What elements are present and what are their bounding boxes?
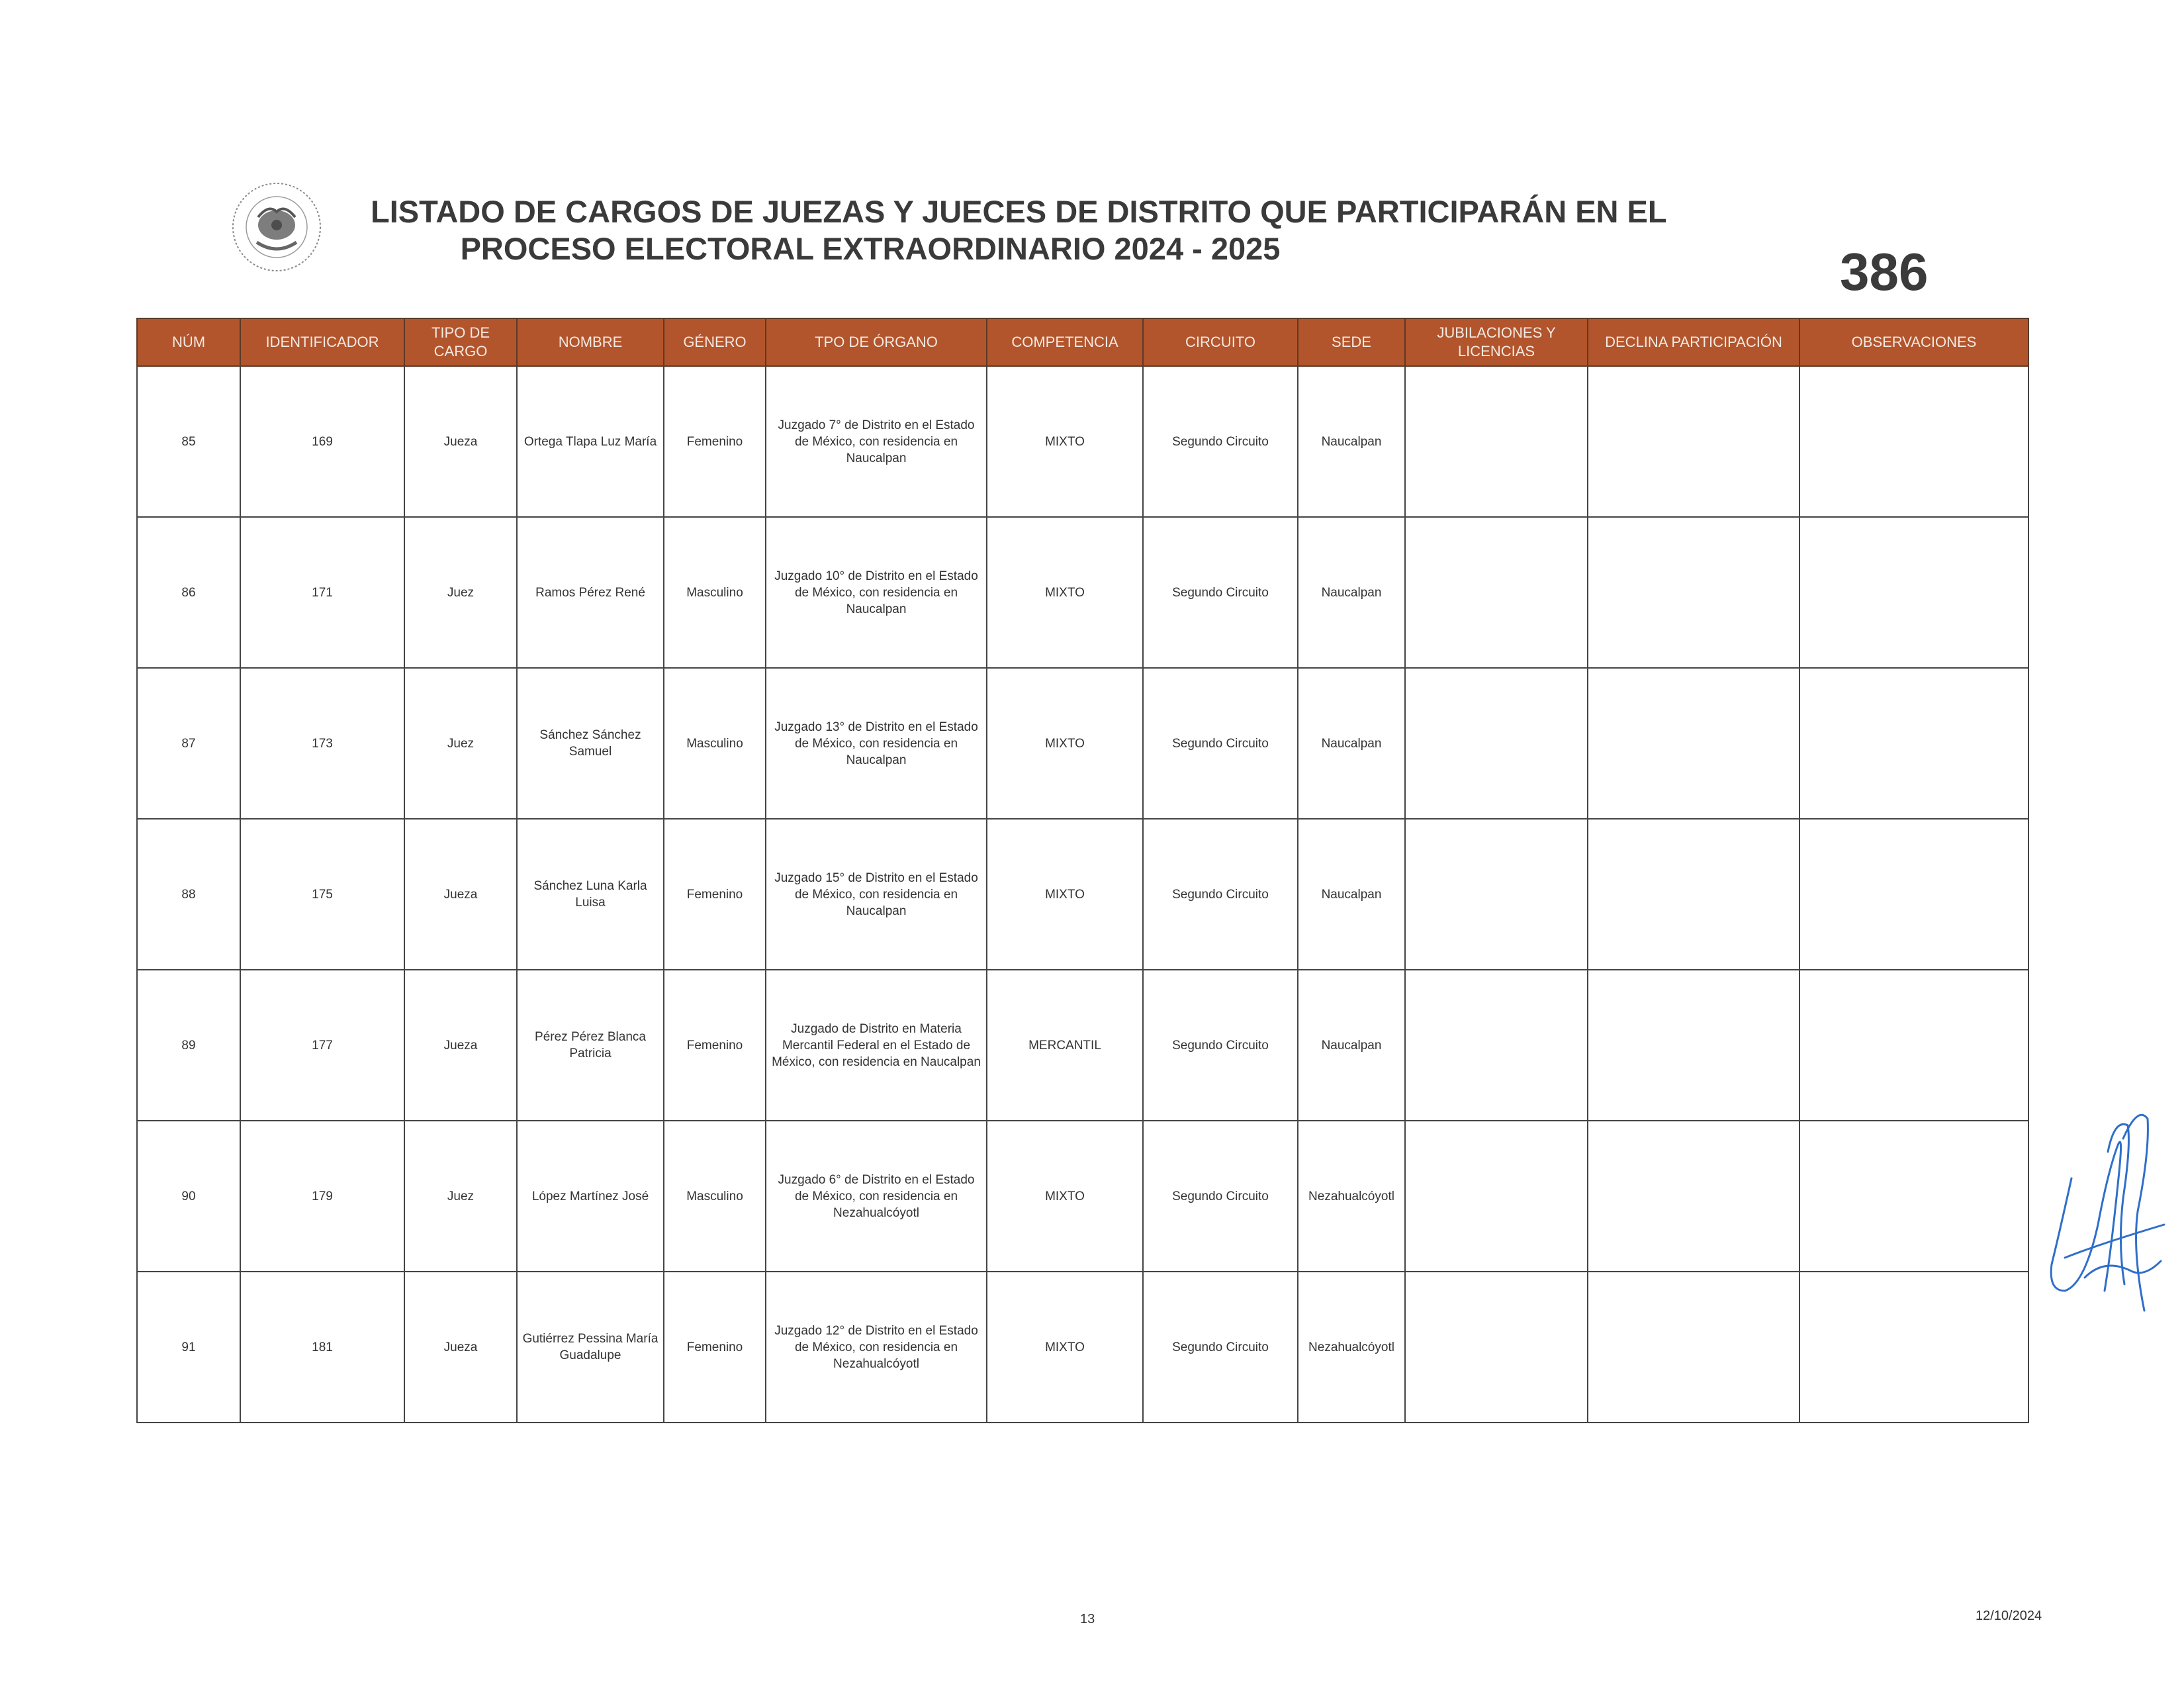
cell-declina [1588,1121,1799,1272]
cell-genero: Femenino [664,1272,766,1423]
cell-num: 88 [137,819,240,970]
col-header-identificador: IDENTIFICADOR [240,318,404,366]
cell-jubilaciones [1405,517,1588,668]
cell-id: 181 [240,1272,404,1423]
cell-competencia: MIXTO [987,366,1143,517]
cell-observaciones [1799,1272,2028,1423]
table-row [137,1121,2028,1272]
cell-circuito: Segundo Circuito [1143,668,1298,819]
cell-jubilaciones [1405,1121,1588,1272]
table-body [137,366,2028,1423]
cell-id: 179 [240,1121,404,1272]
cell-sede: Naucalpan [1298,668,1405,819]
cell-nombre: Ortega Tlapa Luz María [517,366,664,517]
document-title [371,193,1667,267]
cell-declina [1588,1272,1799,1423]
cell-num: 91 [137,1272,240,1423]
cell-competencia: MIXTO [987,1272,1143,1423]
col-header-sede: SEDE [1298,318,1405,366]
col-header-nombre: NOMBRE [517,318,664,366]
cell-num: 86 [137,517,240,668]
cell-organo: Juzgado 13° de Distrito en el Estado de México, con residencia en Naucalpan [766,668,987,819]
col-header-declina: DECLINA PARTICIPACIÓN [1588,318,1799,366]
cell-competencia: MIXTO [987,668,1143,819]
col-header-competencia: COMPETENCIA [987,318,1143,366]
footer-date: 12/10/2024 [1976,1609,2042,1623]
cell-num: 87 [137,668,240,819]
cell-circuito: Segundo Circuito [1143,1121,1298,1272]
table-row [137,366,2028,517]
cell-id: 171 [240,517,404,668]
cell-observaciones [1799,819,2028,970]
cell-genero: Masculino [664,668,766,819]
cell-observaciones [1799,668,2028,819]
footer-page-number: 13 [1080,1612,1095,1626]
cell-competencia: MIXTO [987,1121,1143,1272]
judges-table [136,318,2029,1423]
cell-organo: Juzgado 6° de Distrito en el Estado de México, con residencia en Nezahualcóyotl [766,1121,987,1272]
cell-circuito: Segundo Circuito [1143,970,1298,1121]
cell-declina [1588,819,1799,970]
cell-sede: Naucalpan [1298,366,1405,517]
cell-tipo: Juez [404,668,517,819]
table-row [137,1272,2028,1423]
cell-observaciones [1799,517,2028,668]
cell-sede: Naucalpan [1298,517,1405,668]
table-header-row [137,318,2028,366]
cell-sede: Nezahualcóyotl [1298,1121,1405,1272]
cell-observaciones [1799,366,2028,517]
cell-organo: Juzgado de Distrito en Materia Mercantil Federal en el Estado de México, con residencia en Naucalpan [766,970,987,1121]
cell-jubilaciones [1405,819,1588,970]
col-header-circuito: CIRCUITO [1143,318,1298,366]
cell-circuito: Segundo Circuito [1143,1272,1298,1423]
cell-tipo: Juez [404,517,517,668]
cell-organo: Juzgado 7° de Distrito en el Estado de México, con residencia en Naucalpan [766,366,987,517]
cell-num: 90 [137,1121,240,1272]
col-header-jubilaciones: JUBILACIONES Y LICENCIAS [1405,318,1588,366]
table-row [137,668,2028,819]
cell-circuito: Segundo Circuito [1143,819,1298,970]
cell-sede: Nezahualcóyotl [1298,1272,1405,1423]
cell-nombre: Ramos Pérez René [517,517,664,668]
cell-id: 173 [240,668,404,819]
cell-genero: Masculino [664,1121,766,1272]
cell-declina [1588,970,1799,1121]
cell-observaciones [1799,1121,2028,1272]
col-header-organo: TPO DE ÓRGANO [766,318,987,366]
cell-genero: Femenino [664,819,766,970]
col-header-tipo-cargo: TIPO DE CARGO [404,318,517,366]
cell-nombre: Sánchez Luna Karla Luisa [517,819,664,970]
cell-tipo: Jueza [404,1272,517,1423]
page-stamp-number: 386 [1840,242,1929,301]
cell-organo: Juzgado 12° de Distrito en el Estado de México, con residencia en Nezahualcóyotl [766,1272,987,1423]
cell-tipo: Juez [404,1121,517,1272]
cell-declina [1588,366,1799,517]
title-line-1: LISTADO DE CARGOS DE JUEZAS Y JUECES DE DISTRITO QUE PARTICIPARÁN EN EL [371,194,1667,229]
col-header-observaciones: OBSERVACIONES [1799,318,2028,366]
table-row [137,819,2028,970]
cell-circuito: Segundo Circuito [1143,517,1298,668]
cell-sede: Naucalpan [1298,970,1405,1121]
senado-seal-logo [210,177,343,277]
cell-jubilaciones [1405,366,1588,517]
cell-nombre: Sánchez Sánchez Samuel [517,668,664,819]
cell-circuito: Segundo Circuito [1143,366,1298,517]
cell-genero: Femenino [664,970,766,1121]
cell-declina [1588,517,1799,668]
cell-sede: Naucalpan [1298,819,1405,970]
cell-competencia: MIXTO [987,517,1143,668]
cell-nombre: Pérez Pérez Blanca Patricia [517,970,664,1121]
col-header-genero: GÉNERO [664,318,766,366]
col-header-num: NÚM [137,318,240,366]
cell-observaciones [1799,970,2028,1121]
cell-competencia: MIXTO [987,819,1143,970]
cell-genero: Femenino [664,366,766,517]
cell-num: 85 [137,366,240,517]
cell-tipo: Jueza [404,819,517,970]
table-row [137,517,2028,668]
title-line-2: PROCESO ELECTORAL EXTRAORDINARIO 2024 - 2025 [460,231,1281,266]
cell-genero: Masculino [664,517,766,668]
handwritten-signature [2045,1092,2177,1331]
cell-tipo: Jueza [404,970,517,1121]
cell-num: 89 [137,970,240,1121]
cell-nombre: López Martínez José [517,1121,664,1272]
cell-declina [1588,668,1799,819]
cell-competencia: MERCANTIL [987,970,1143,1121]
cell-organo: Juzgado 15° de Distrito en el Estado de México, con residencia en Naucalpan [766,819,987,970]
cell-id: 169 [240,366,404,517]
table-row [137,970,2028,1121]
cell-nombre: Gutiérrez Pessina María Guadalupe [517,1272,664,1423]
cell-id: 175 [240,819,404,970]
cell-jubilaciones [1405,970,1588,1121]
cell-tipo: Jueza [404,366,517,517]
cell-id: 177 [240,970,404,1121]
cell-jubilaciones [1405,1272,1588,1423]
cell-jubilaciones [1405,668,1588,819]
cell-organo: Juzgado 10° de Distrito en el Estado de México, con residencia en Naucalpan [766,517,987,668]
